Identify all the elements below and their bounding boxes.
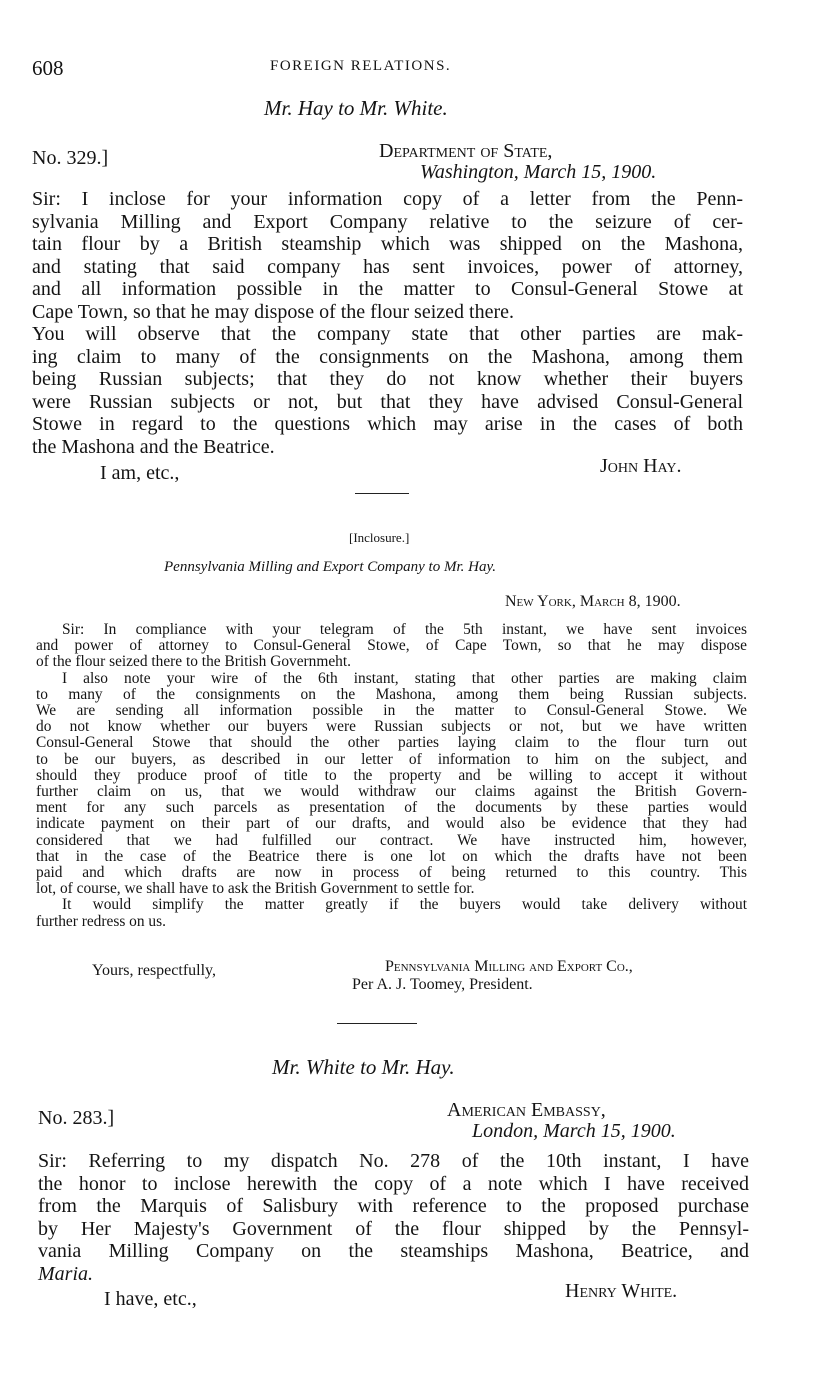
doc1-body <box>32 188 743 458</box>
body-line: indicate payment on their part of our drafts, and would also be evidence that they had <box>36 815 747 833</box>
body-line: I also note your wire of the 6th instant, stating that other parties are making claim <box>62 669 747 687</box>
body-line: being Russian subjects; that they do not know whether their buyers <box>32 368 743 390</box>
doc1-place-date: Washington, March 15, 1900. <box>420 161 657 183</box>
body-line: Sir: I inclose for your information copy of a letter from the Penn- <box>32 188 743 210</box>
inclosure-heading: Pennsylvania Milling and Export Company to Mr. Hay. <box>164 559 497 575</box>
body-line: that in the case of the Beatrice there is one lot on which the drafts have not been <box>36 847 747 865</box>
body-line: further redress on us. <box>36 912 166 930</box>
body-line: tain flour by a British steamship which was shipped on the Mashona, <box>32 233 743 255</box>
body-line: and all information possible in the matter to Consul-General Stowe at <box>32 278 743 300</box>
body-line: Maria. <box>38 1262 93 1285</box>
doc2-signature: Henry White. <box>565 1280 678 1302</box>
body-line: We are sending all information possible in the matter to Consul-General Stowe. We <box>36 702 747 720</box>
doc2-number: No. 283.] <box>38 1107 115 1129</box>
body-line: to be our buyers, as described in our letter of information to him on the subject, and <box>36 750 747 768</box>
doc2-body <box>38 1150 749 1285</box>
body-line: further claim on us, that we would withdraw our claims against the British Govern- <box>36 783 747 801</box>
inclosure-place-date: New York, March 8, 1900. <box>505 593 681 610</box>
body-line: ment for any such parcels as presentation of the documents by these parties would <box>36 799 747 817</box>
inclosure-signature-per: Per A. J. Toomey, President. <box>352 976 533 993</box>
body-line: vania Milling Company on the steamships Mashona, Beatrice, and <box>38 1240 749 1262</box>
doc1-number: No. 329.] <box>32 147 109 169</box>
body-line: the honor to inclose herewith the copy of a note which I have received <box>38 1172 749 1195</box>
body-line: It would simplify the matter greatly if the buyers would take delivery without <box>62 896 747 914</box>
doc1-heading: Mr. Hay to Mr. White. <box>264 96 448 120</box>
body-line: ing claim to many of the consignments on the Mashona, among them <box>32 345 743 368</box>
inclosure-body <box>36 622 747 930</box>
body-line: sylvania Milling and Export Company relative to the seizure of cer- <box>32 210 743 233</box>
body-line: Sir: Referring to my dispatch No. 278 of the 10th instant, I have <box>38 1150 749 1172</box>
doc1-signature: John Hay. <box>600 455 682 477</box>
body-line: and power of attorney to Consul-General Stowe, of Cape Town, so that he may dispose <box>36 637 747 655</box>
doc2-heading: Mr. White to Mr. Hay. <box>272 1055 455 1079</box>
body-line: You will observe that the company state that other parties are mak- <box>32 323 743 345</box>
body-line: by Her Majesty's Government of the flour shipped by the Pennsyl- <box>38 1217 749 1240</box>
doc1-office: Department of State, <box>379 140 553 162</box>
body-line: Sir: In compliance with your telegram of the 5th instant, we have sent invoices <box>62 621 747 638</box>
body-line: Stowe in regard to the questions which may arise in the cases of both <box>32 413 743 435</box>
inclosure-signature-company: Pennsylvania Milling and Export Co., <box>385 958 633 975</box>
inclosure-label: [Inclosure.] <box>349 530 410 545</box>
body-line: and stating that said company has sent invoices, power of attorney, <box>32 255 743 278</box>
page-number: 608 <box>32 56 64 80</box>
section-divider <box>337 1023 417 1024</box>
section-divider <box>355 493 409 494</box>
doc2-closing: I have, etc., <box>104 1288 197 1310</box>
body-line: considered that we had fulfilled our contract. We have instructed him, however, <box>36 831 747 849</box>
inclosure-closing: Yours, respectfully, <box>92 962 216 979</box>
doc2-office: American Embassy, <box>447 1099 606 1121</box>
body-line: do not know whether our buyers were Russian subjects or not, but we have written <box>36 718 747 736</box>
body-line: paid and which drafts are now in process of being returned to this country. This <box>36 864 747 882</box>
doc2-place-date: London, March 15, 1900. <box>472 1120 676 1142</box>
body-line: Consul-General Stowe that should the other parties laying claim to the flour turn out <box>36 734 747 752</box>
body-line: Cape Town, so that he may dispose of the flour seized there. <box>32 300 514 323</box>
body-line: from the Marquis of Salisbury with reference to the proposed purchase <box>38 1195 749 1217</box>
body-line: of the flour seized there to the British Governmeht. <box>36 653 351 671</box>
running-head: FOREIGN RELATIONS. <box>270 58 452 74</box>
body-line: should they produce proof of title to the property and be willing to accept it without <box>36 766 747 784</box>
doc1-closing: I am, etc., <box>100 462 180 484</box>
body-line: lot, of course, we shall have to ask the British Government to settle for. <box>36 880 475 898</box>
body-line: the Mashona and the Beatrice. <box>32 435 275 458</box>
body-line: were Russian subjects or not, but that they have advised Consul-General <box>32 390 743 413</box>
body-line: to many of the consignments on the Mashona, among them being Russian subjects. <box>36 685 747 703</box>
